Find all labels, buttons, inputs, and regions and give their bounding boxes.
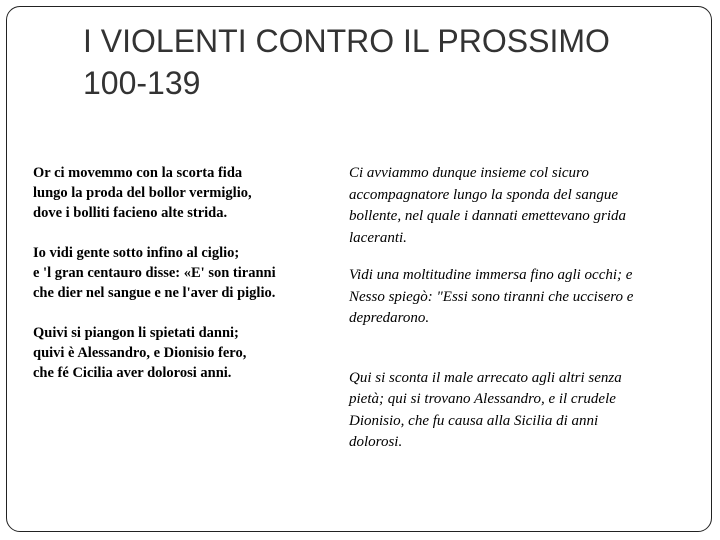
translation-line: Qui si sconta il male arrecato agli altri senza [349,369,622,386]
verse-line: Or ci movemmo con la scorta fida [33,165,243,181]
verse-line: lungo la proda del bollor vermiglio, [33,185,252,201]
verse-line: dove i bolliti facieno alte strida. [33,205,228,221]
translation-line: Vidi una moltitudine immersa fino agli occhi; e [349,267,633,283]
verse-line: quivi è Alessandro, e Dionisio fero, [33,345,247,361]
translation-line: Nesso spiegò: "Essi sono tiranni che uccisero e [349,288,634,305]
translation-stanza-3 [349,368,699,454]
translation-line: accompagnatore lungo la sponda del sangue [349,186,618,203]
verse-line: che dier nel sangue e ne l'aver di piglio. [33,285,276,301]
slide-title-line-1: I VIOLENTI CONTRO IL PROSSIMO [83,23,610,59]
translation-line: bollente, nel quale i dannati emettevano grida [349,208,627,224]
original-stanza-2 [33,243,343,303]
translation-line: Dionisio, che fu causa alla Sicilia di anni [349,412,599,429]
translation-line: Ci avviammo dunque insieme col sicuro [349,165,589,181]
verse-line: Io vidi gente sotto infino al ciglio; [33,245,240,261]
translation-stanza-1 [349,163,699,249]
verse-line: e 'l gran centauro disse: «E' son tiranni [33,265,276,281]
original-text-column [33,163,343,383]
verse-line: Quivi si piangon li spietati danni; [33,325,239,341]
translation-text-column [349,163,699,454]
translation-line: pietà; qui si trovano Alessandro, e il crudele [349,391,616,407]
translation-line: depredarono. [349,310,430,326]
translation-line: laceranti. [349,229,407,246]
slide-title [83,20,683,104]
original-stanza-3 [33,323,343,383]
original-stanza-1 [33,163,343,223]
translation-line: dolorosi. [349,434,403,450]
verse-line: che fé Cicilia aver dolorosi anni. [33,365,232,381]
slide-title-line-2: 100-139 [83,65,201,101]
translation-stanza-2 [349,265,699,330]
